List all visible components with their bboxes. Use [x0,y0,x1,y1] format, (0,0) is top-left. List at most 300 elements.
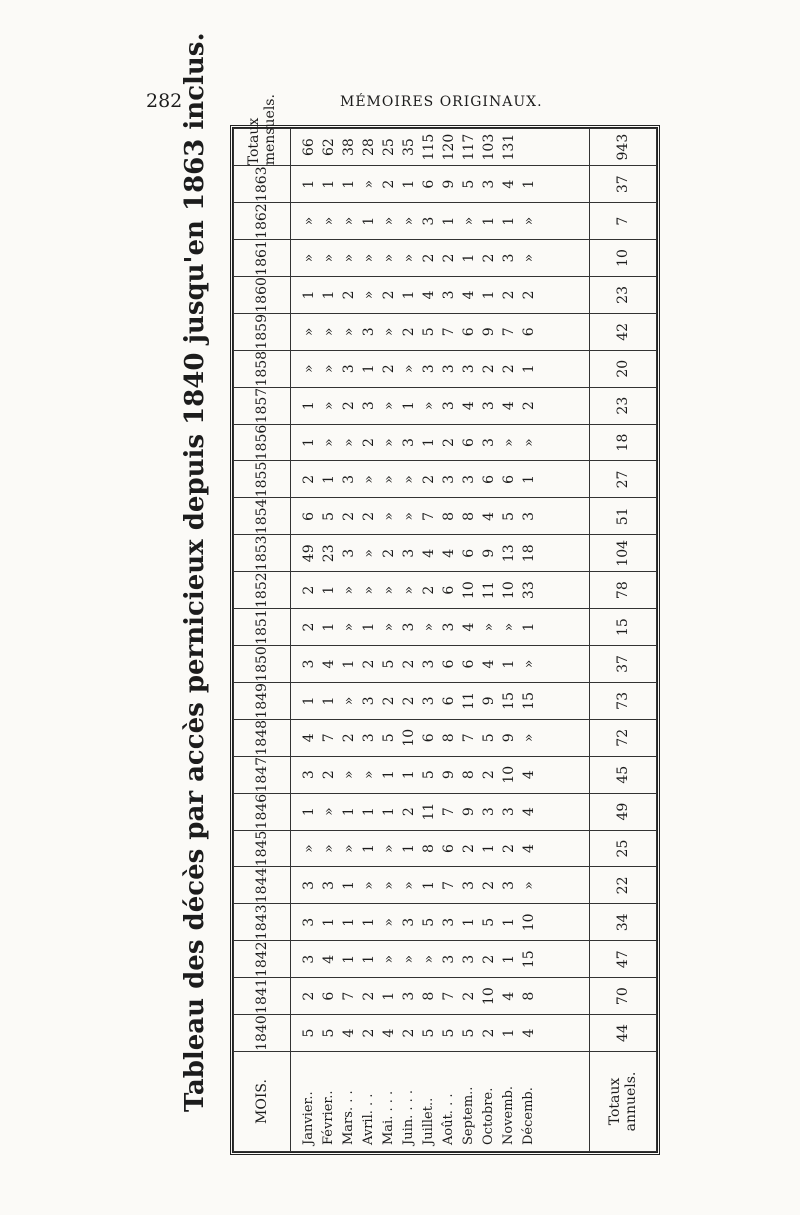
year-header: 1849 [234,682,291,719]
year-column [291,830,590,867]
year-column [291,941,590,978]
month-value: 2 [341,401,357,411]
month-value: 4 [501,991,517,1001]
year-column [291,719,590,756]
month-value: 2 [421,253,437,263]
month-value: 2 [401,327,417,337]
month-value: 5 [461,1028,477,1038]
month-value: » [381,438,397,447]
month-value: 2 [341,290,357,300]
month-value: » [341,844,357,853]
month-value: 2 [501,290,517,300]
month-value: 1 [461,253,477,263]
month-value: 3 [521,511,537,521]
monthly-total: 25 [381,138,397,157]
month-value: 6 [441,696,457,706]
month-value: 4 [441,548,457,558]
month-value: 1 [321,622,337,632]
monthly-total: 131 [501,133,517,161]
month-value: 8 [441,511,457,521]
year-column [291,166,590,203]
month-value: » [361,548,377,558]
month-value: 6 [461,659,477,669]
month-value: 4 [501,179,517,189]
month-value: » [521,733,537,743]
month-value: 1 [341,917,357,927]
month-value: 2 [301,991,317,1001]
month-label: Septem.. [461,1086,476,1145]
year-total: 49 [590,793,657,830]
month-value: 3 [401,991,417,1001]
year-header: 1845 [234,830,291,867]
monthly-total: 62 [321,138,337,157]
year-column [291,387,590,424]
year-header: 1854 [234,498,291,535]
month-value: 1 [361,364,377,374]
month-value: 5 [501,511,517,521]
month-value: 1 [521,364,537,374]
month-value: 1 [481,216,497,226]
month-value: 1 [521,622,537,632]
month-value: 5 [381,659,397,669]
monthly-total: 103 [481,133,497,161]
month-value: 3 [441,954,457,964]
month-value: 2 [361,991,377,1001]
month-value: 11 [421,802,437,821]
month-value: 15 [521,950,537,969]
month-value: 3 [441,622,457,632]
month-value: 5 [461,179,477,189]
month-value: 2 [381,179,397,189]
month-value: 2 [481,1028,497,1038]
year-total: 18 [590,424,657,461]
month-value: 5 [321,1028,337,1038]
month-value: » [361,475,377,484]
month-value: 9 [461,807,477,817]
year-column [291,313,590,350]
month-label: Mai. . . . [381,1090,396,1145]
month-label: Octobre. [481,1087,496,1145]
year-column [291,609,590,646]
month-value: 7 [341,991,357,1001]
month-value: 2 [361,511,377,521]
month-value: 7 [441,880,457,890]
month-value: 1 [401,770,417,780]
month-value: » [341,216,357,226]
month-value: 3 [461,880,477,890]
month-value: » [361,179,377,189]
month-value: » [321,807,337,816]
month-value: 1 [401,844,417,853]
monthly-total: 38 [341,138,357,157]
month-value: » [321,253,337,263]
month-value: 6 [461,438,477,448]
month-value: » [381,954,397,964]
month-value: » [381,253,397,263]
month-value: » [361,585,377,595]
year-total: 42 [590,313,657,350]
year-total: 10 [590,240,657,277]
month-label: Août. . . [441,1093,456,1145]
month-value: 1 [461,917,477,927]
year-total: 22 [590,867,657,904]
month-value: » [381,512,397,521]
month-value: 7 [421,511,437,521]
month-value: 1 [401,179,417,189]
month-value: 1 [321,179,337,189]
month-value: » [321,401,337,410]
year-total: 73 [590,682,657,719]
month-value: 5 [421,770,437,780]
month-value: 1 [481,290,497,300]
month-value: 4 [481,659,497,669]
month-value: » [401,954,417,964]
year-header: 1861 [234,240,291,277]
month-label: Juin. . . . [401,1089,416,1145]
month-value: » [401,881,417,890]
month-value: » [341,327,357,337]
month-value: 5 [321,511,337,521]
month-value: 7 [441,991,457,1001]
month-value: 1 [361,807,377,817]
month-value: 18 [521,544,537,563]
month-label: Mars. . . [341,1090,356,1145]
year-header: 1858 [234,350,291,387]
month-value: » [301,216,317,226]
year-column [291,203,590,240]
month-value: 1 [501,216,517,226]
year-header: 1852 [234,572,291,609]
year-header: 1859 [234,313,291,350]
month-value: 3 [341,548,357,558]
month-value: » [321,327,337,337]
month-value: 1 [421,438,437,448]
month-value: » [381,585,397,595]
month-value: 8 [521,991,537,1001]
year-header: 1851 [234,609,291,646]
month-label: Novemb. [501,1085,516,1145]
month-value: 1 [501,659,517,669]
year-column [291,276,590,313]
month-value: 13 [501,544,517,563]
month-value: 2 [361,659,377,669]
month-value: 6 [421,733,437,743]
month-value: 3 [301,917,317,927]
month-value: 10 [501,765,517,784]
month-value: 9 [441,770,457,780]
year-total: 70 [590,978,657,1015]
month-value: 2 [481,364,497,374]
months-header: MOIS. [234,1052,291,1152]
month-value: 9 [481,548,497,558]
month-value: » [521,216,537,226]
year-column [291,535,590,572]
month-value: 3 [301,954,317,964]
month-value: » [381,881,397,890]
month-value: » [301,327,317,337]
year-header: 1860 [234,276,291,313]
month-value: 49 [301,544,317,563]
month-value: 23 [321,544,337,563]
month-value: 1 [401,401,417,411]
month-label: Juillet.. [421,1097,436,1145]
month-value: » [381,918,397,927]
month-value: 33 [521,581,537,600]
month-value: 2 [301,475,317,484]
year-column [291,572,590,609]
annual-totals-row [590,129,657,1152]
month-value: » [501,622,517,632]
annual-totals-label: Totaux annuels. [590,1052,657,1152]
month-value: » [481,622,497,632]
month-value: » [341,438,357,447]
year-header: 1862 [234,203,291,240]
month-value: » [361,253,377,263]
month-value: 5 [421,327,437,337]
running-head [140,90,660,120]
month-value: 3 [441,475,457,484]
month-value: 2 [441,253,457,263]
month-value: 3 [301,659,317,669]
year-header: 1841 [234,978,291,1015]
month-value: » [501,438,517,447]
month-value: 1 [341,954,357,964]
month-value: » [521,438,537,447]
month-value: » [381,475,397,484]
year-total: 15 [590,609,657,646]
month-value: 4 [521,844,537,853]
month-value: 2 [301,622,317,632]
month-value: » [341,585,357,595]
month-value: 3 [441,364,457,374]
month-value: 7 [501,327,517,337]
year-header: 1863 [234,166,291,203]
month-value: » [381,401,397,410]
year-header: 1847 [234,756,291,793]
month-value: 2 [421,585,437,595]
year-header: 1846 [234,793,291,830]
month-value: 1 [301,290,317,300]
year-total: 7 [590,203,657,240]
month-value: 6 [461,327,477,337]
month-value: 2 [381,364,397,374]
month-value: 5 [421,1028,437,1038]
year-total: 27 [590,461,657,498]
month-value: 3 [501,807,517,817]
month-value: » [521,881,537,890]
month-value: 1 [481,844,497,853]
month-value: 10 [501,581,517,600]
month-value: » [521,659,537,669]
month-value: 3 [401,438,417,448]
month-value: » [321,438,337,447]
month-value: » [401,253,417,263]
year-total: 47 [590,941,657,978]
year-total: 23 [590,387,657,424]
month-value: 3 [401,548,417,558]
month-value: 1 [361,622,377,632]
month-value: 3 [341,364,357,374]
month-value: 4 [381,1028,397,1038]
month-value: 2 [341,511,357,521]
year-total: 34 [590,904,657,941]
month-value: » [301,253,317,263]
month-value: 2 [361,1028,377,1038]
year-total: 44 [590,1015,657,1052]
month-value: 2 [381,548,397,558]
monthly-values-row [291,129,590,1152]
month-value: 2 [421,475,437,484]
year-column [291,240,590,277]
month-value: 6 [521,327,537,337]
year-header: 1843 [234,904,291,941]
month-value: » [421,622,437,632]
month-value: 6 [481,475,497,484]
year-total: 20 [590,350,657,387]
month-value: 3 [461,954,477,964]
year-total: 37 [590,646,657,683]
year-column [291,350,590,387]
month-value: 1 [341,880,357,890]
month-value: 2 [361,438,377,448]
month-value: » [401,475,417,484]
month-value: 4 [481,511,497,521]
month-value: 4 [321,659,337,669]
month-value: 3 [461,364,477,374]
month-value: 3 [361,327,377,337]
year-header: 1842 [234,941,291,978]
month-value: 8 [421,991,437,1001]
month-value: 8 [441,733,457,743]
month-value: » [401,216,417,226]
month-value: 4 [461,401,477,411]
month-value: 3 [421,364,437,374]
month-value: 1 [321,917,337,927]
month-value: 1 [501,954,517,964]
month-value: 1 [501,1028,517,1038]
month-value: 2 [481,770,497,780]
header-row [234,129,291,1152]
month-value: 3 [401,917,417,927]
month-value: » [461,216,477,226]
year-total: 78 [590,572,657,609]
month-value: 7 [441,807,457,817]
month-label: Février.. [321,1090,336,1145]
month-value: 2 [501,364,517,374]
month-value: 6 [421,179,437,189]
month-value: 5 [421,917,437,927]
month-value: 3 [361,401,377,411]
month-value: 4 [461,290,477,300]
month-value: 3 [441,290,457,300]
year-column [291,867,590,904]
month-value: » [341,770,357,779]
grand-total: 943 [590,129,657,166]
month-value: 5 [481,733,497,743]
month-value: 2 [481,880,497,890]
month-value: 4 [421,290,437,300]
year-column [291,646,590,683]
month-label: Janvier.. [301,1091,316,1145]
year-column [291,461,590,498]
month-value: 6 [461,548,477,558]
month-value: 1 [381,770,397,780]
month-value: 9 [481,696,497,706]
year-header: 1855 [234,461,291,498]
month-value: 6 [501,475,517,484]
month-value: 15 [521,691,537,710]
year-total: 51 [590,498,657,535]
year-header: 1857 [234,387,291,424]
month-value: 3 [501,253,517,263]
monthly-total: 66 [301,138,317,157]
month-value: 8 [461,511,477,521]
month-value: 2 [381,290,397,300]
month-value: » [341,253,357,263]
year-total: 104 [590,535,657,572]
month-value: 8 [461,770,477,780]
month-value: 6 [441,844,457,853]
month-value: 4 [301,733,317,743]
month-value: 2 [401,696,417,706]
month-value: 2 [461,844,477,853]
monthly-total: 28 [361,138,377,157]
month-value: 4 [521,1028,537,1038]
month-value: » [301,844,317,853]
month-value: 11 [481,581,497,600]
month-value: 1 [381,807,397,817]
month-value: 3 [361,733,377,743]
month-value: 3 [421,696,437,706]
month-value: 4 [521,807,537,817]
month-value: 1 [321,585,337,595]
monthly-total: 115 [421,133,437,161]
month-value: 2 [481,253,497,263]
month-value: 3 [481,438,497,448]
month-value: 1 [361,216,377,226]
year-column [291,904,590,941]
month-label: Décemb. [521,1087,536,1145]
month-value: 4 [341,1028,357,1038]
month-value: » [321,844,337,853]
month-value: » [381,327,397,337]
month-value: 4 [321,954,337,964]
year-column [291,498,590,535]
months-column [291,1052,590,1152]
running-title: MÉMOIRES ORIGINAUX. [340,94,543,110]
month-value: 6 [301,511,317,521]
month-value: 3 [481,807,497,817]
month-value: » [321,364,337,374]
year-header: 1840 [234,1015,291,1052]
year-total: 25 [590,830,657,867]
month-value: 3 [481,401,497,411]
month-value: » [341,696,357,706]
month-value: 3 [301,770,317,780]
month-value: 10 [521,913,537,932]
month-value: 3 [301,880,317,890]
year-total: 23 [590,276,657,313]
year-header: 1850 [234,646,291,683]
month-value: 11 [461,691,477,710]
month-value: 3 [421,659,437,669]
month-value: 3 [441,917,457,927]
month-value: 6 [321,991,337,1001]
month-value: 3 [441,401,457,411]
month-value: » [321,216,337,226]
month-value: 1 [341,807,357,817]
month-value: 4 [521,770,537,780]
